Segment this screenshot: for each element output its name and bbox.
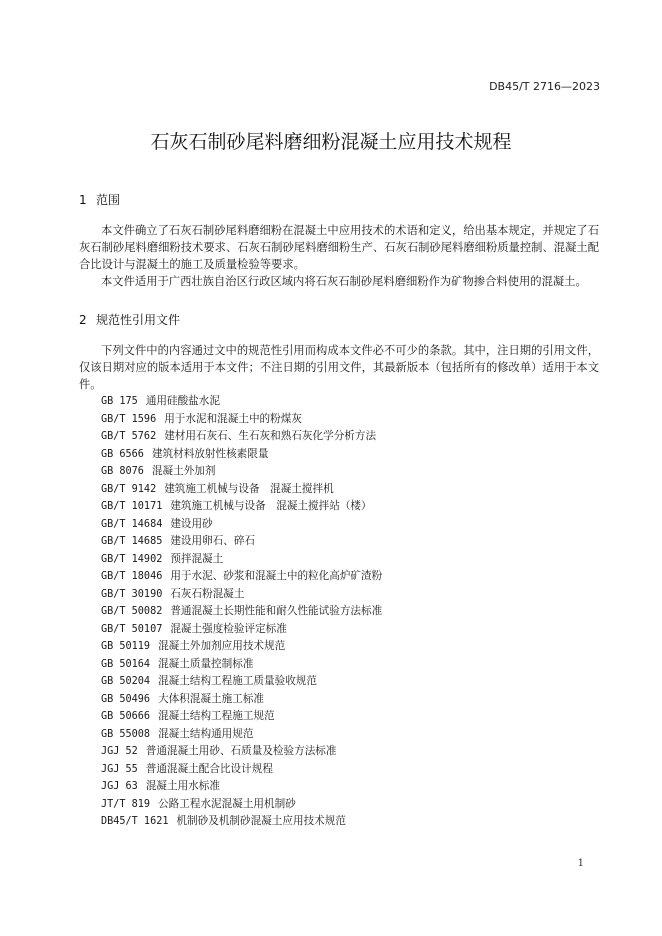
reference-name: 建设用砂 bbox=[170, 517, 213, 530]
reference-item bbox=[101, 621, 382, 639]
reference-name: 混凝土外加剂 bbox=[151, 465, 216, 477]
reference-item bbox=[101, 778, 382, 796]
reference-item bbox=[101, 446, 382, 464]
section-2-heading bbox=[79, 311, 180, 328]
reference-name: 混凝土结构工程施工规范 bbox=[158, 710, 275, 722]
reference-code: GB 50119 bbox=[101, 641, 151, 652]
reference-code: GB 50496 bbox=[101, 693, 151, 705]
reference-name: 建筑施工机械与设备 混凝土搅拌机 bbox=[164, 482, 334, 495]
section-1-heading bbox=[79, 191, 120, 208]
reference-code: JGJ 63 bbox=[101, 781, 138, 792]
reference-item bbox=[101, 533, 382, 551]
reference-name: 用于水泥、砂浆和混凝土中的粒化高炉矿渣粉 bbox=[170, 570, 383, 582]
reference-item bbox=[101, 586, 382, 604]
page-number: 1 bbox=[577, 858, 584, 869]
reference-name: 石灰石粉混凝土 bbox=[170, 587, 245, 600]
reference-name: 普通混凝土长期性能和耐久性能试验方法标准 bbox=[170, 605, 383, 617]
reference-name: 混凝土强度检验评定标准 bbox=[170, 622, 287, 635]
reference-name: 普通混凝土用砂、石质量及检验方法标准 bbox=[145, 745, 337, 757]
reference-code: GB/T 1596 bbox=[101, 413, 157, 425]
reference-name: 机制砂及机制砂混凝土应用技术规范 bbox=[176, 815, 346, 827]
reference-code: GB/T 14685 bbox=[101, 536, 163, 547]
reference-name: 公路工程水泥混凝土用机制砂 bbox=[158, 797, 296, 810]
reference-name: 混凝土用水标准 bbox=[145, 780, 220, 792]
reference-list bbox=[101, 393, 382, 831]
reference-name: 普通混凝土配合比设计规程 bbox=[145, 762, 273, 775]
reference-item bbox=[101, 568, 382, 586]
reference-code: GB/T 50107 bbox=[101, 623, 163, 635]
reference-code: GB/T 50082 bbox=[101, 606, 163, 617]
reference-item bbox=[101, 761, 382, 779]
reference-item bbox=[101, 411, 382, 429]
section-1-number: 1 bbox=[79, 193, 87, 207]
reference-code: GB 50164 bbox=[101, 658, 151, 670]
reference-code: GB 55008 bbox=[101, 728, 151, 740]
reference-item bbox=[101, 393, 382, 411]
reference-name: 建材用石灰石、生石灰和熟石灰化学分析方法 bbox=[164, 430, 377, 442]
reference-item bbox=[101, 551, 382, 569]
reference-code: GB 50204 bbox=[101, 676, 151, 687]
reference-code: GB 8076 bbox=[101, 466, 144, 477]
section-2-number: 2 bbox=[79, 313, 87, 327]
document-title: 石灰石制砂尾料磨细粉混凝土应用技术规程 bbox=[150, 131, 512, 153]
reference-item bbox=[101, 796, 382, 814]
reference-code: GB 175 bbox=[101, 396, 138, 407]
reference-name: 通用硅酸盐水泥 bbox=[145, 395, 220, 407]
section-1-paragraph-2: 本文件适用于广西壮族自治区行政区域内将石灰石制砂尾料磨细粉作为矿物掺合料使用的混凝土。 bbox=[101, 275, 587, 288]
reference-item bbox=[101, 726, 382, 744]
reference-item bbox=[101, 516, 382, 534]
reference-name: 建筑施工机械与设备 混凝土搅拌站（楼） bbox=[170, 500, 372, 512]
reference-name: 预拌混凝土 bbox=[170, 552, 224, 565]
section-1-title: 范围 bbox=[96, 193, 121, 207]
reference-name: 混凝土结构工程施工质量验收规范 bbox=[158, 675, 317, 687]
reference-item bbox=[101, 743, 382, 761]
reference-name: 建筑材料放射性核素限量 bbox=[151, 447, 269, 460]
reference-name: 混凝土质量控制标准 bbox=[158, 657, 254, 670]
reference-code: GB/T 14902 bbox=[101, 553, 163, 565]
reference-item bbox=[101, 708, 382, 726]
reference-code: GB/T 14684 bbox=[101, 518, 163, 530]
reference-code: GB/T 10171 bbox=[101, 501, 163, 512]
reference-code: JGJ 52 bbox=[101, 746, 138, 757]
reference-name: 混凝土外加剂应用技术规范 bbox=[158, 640, 286, 652]
standard-code: DB45/T 2716—2023 bbox=[489, 80, 600, 93]
reference-item bbox=[101, 673, 382, 691]
reference-code: GB 6566 bbox=[101, 448, 144, 460]
reference-item bbox=[101, 498, 382, 516]
section-1-paragraph-1: 本文件确立了石灰石制砂尾料磨细粉在混凝土中应用技术的术语和定义，给出基本规定，并规定了石灰石制砂尾料磨细粉技术要求、石灰石制砂尾料磨细粉生产、石灰石制砂尾料磨细粉质量控制、混凝土配合比设计与混凝土的施工及质量检验等要求。 bbox=[79, 224, 599, 272]
reference-name: 混凝土结构通用规范 bbox=[158, 727, 254, 740]
reference-item bbox=[101, 481, 382, 499]
reference-code: JT/T 819 bbox=[101, 798, 151, 810]
reference-name: 大体积混凝土施工标准 bbox=[158, 692, 265, 705]
reference-item bbox=[101, 638, 382, 656]
reference-item bbox=[101, 691, 382, 709]
reference-code: GB/T 5762 bbox=[101, 431, 157, 442]
reference-code: JGJ 55 bbox=[101, 763, 138, 775]
section-2-title: 规范性引用文件 bbox=[96, 313, 181, 327]
reference-item bbox=[101, 603, 382, 621]
reference-code: GB 50666 bbox=[101, 711, 151, 722]
reference-name: 用于水泥和混凝土中的粉煤灰 bbox=[164, 412, 302, 425]
reference-code: GB/T 30190 bbox=[101, 588, 163, 600]
section-2-paragraph-1: 下列文件中的内容通过文中的规范性引用而构成本文件必不可少的条款。其中，注日期的引用文件，仅该日期对应的版本适用于本文件；不注日期的引用文件，其最新版本（包括所有的修改单）适用于本文件。 bbox=[79, 344, 599, 392]
reference-code: GB/T 18046 bbox=[101, 571, 163, 582]
reference-item bbox=[101, 428, 382, 446]
reference-item bbox=[101, 463, 382, 481]
reference-code: DB45/T 1621 bbox=[101, 816, 169, 827]
reference-item bbox=[101, 813, 382, 831]
reference-item bbox=[101, 656, 382, 674]
reference-name: 建设用卵石、碎石 bbox=[170, 535, 256, 547]
reference-code: GB/T 9142 bbox=[101, 483, 157, 495]
